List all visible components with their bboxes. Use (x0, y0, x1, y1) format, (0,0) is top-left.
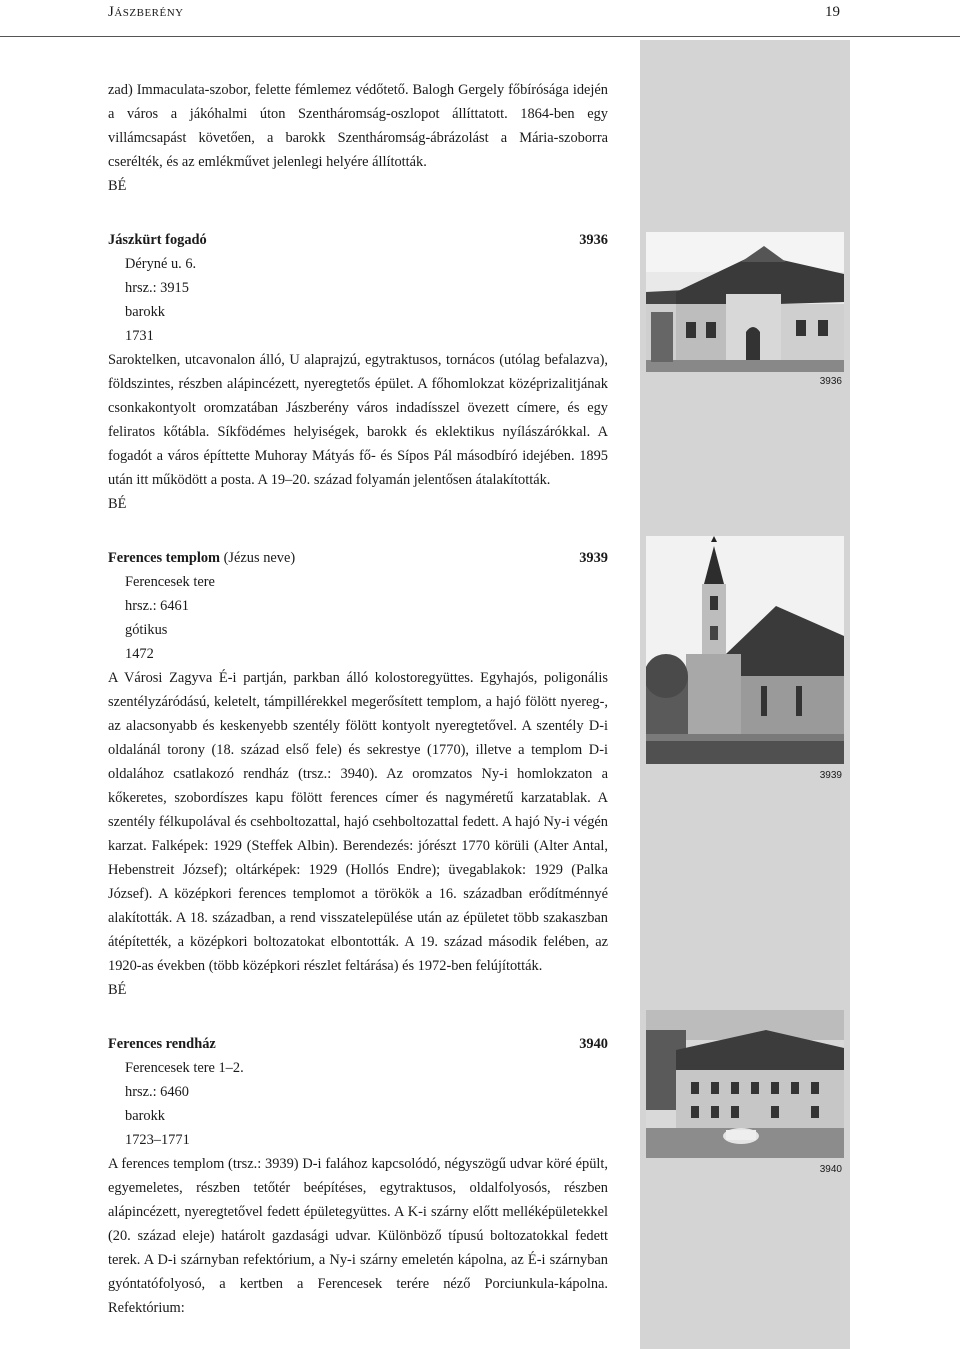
entry-3939 (108, 546, 608, 1002)
monastery-photo (646, 1010, 844, 1158)
photo-caption-3939: 3939 (819, 770, 842, 781)
entry-heading (108, 1032, 608, 1056)
entry-description: A ferences templom (trsz.: 3939) D-i falához kapcsolódó, négyszögű udvar köré épült, egyemeletes, részben tetőtér beépítéses, egytraktusos, oldalfolyosós, részben alápincézett, nyeregtetővel fedett épületegyüttes. A K-i szárny előtt melléképületekkel (20. század eleje) határolt gazdasági udvar. Különböző típusú boltozatokkal fedett terek. A D-i szárnyban refektórium, a Ny-i szárny emeletén kápolna, az É-i szárnyban gyóntatófolyosó, a kertben a Ferencesek terére néző Porciunkula-kápolna. Refektórium: (108, 1156, 608, 1316)
entry-heading (108, 228, 608, 252)
header-rule (0, 36, 960, 37)
intro-paragraph: zad) Immaculata-szobor, felette fémlemez védőtető. Balogh Gergely főbírósága idején a város a jákóhalmi úton Szentháromság-oszlopot állíttatott. 1864-ben egy villámcsapást követően, a barokk Szentháromság-ábrázolást a Mária-szoborra cserélték, és az emlékművet jelenlegi helyére állították. (108, 82, 608, 170)
entry-title: Jászkürt fogadó (108, 232, 207, 248)
entry-style: gótikus (125, 622, 168, 638)
photo-caption-3940: 3940 (819, 1164, 842, 1175)
entry-hrsz: hrsz.: 6460 (125, 1084, 189, 1100)
entry-address: Ferencesek tere 1–2. (125, 1060, 244, 1076)
entry-author: BÉ (108, 982, 127, 998)
page-header (108, 0, 840, 40)
entry-number: 3940 (579, 1036, 608, 1052)
entry-hrsz: hrsz.: 6461 (125, 598, 189, 614)
entry-hrsz: hrsz.: 3915 (125, 280, 189, 296)
entry-author: BÉ (108, 496, 127, 512)
entry-number: 3939 (579, 550, 608, 566)
page-number: 19 (825, 4, 840, 20)
entry-3936 (108, 228, 608, 516)
entry-meta (108, 252, 608, 348)
entry-number: 3936 (579, 232, 608, 248)
entry-style: barokk (125, 304, 165, 320)
entry-subtitle: (Jézus neve) (220, 550, 296, 566)
entry-style: barokk (125, 1108, 165, 1124)
entry-address: Ferencesek tere (125, 574, 215, 590)
entry-description: Saroktelken, utcavonalon álló, U alaprajzú, egytraktusos, tornácos (utólag befalazva), földszintes, részben alápincézett, nyeregtetős épület. A főhomlokzat középrizalitjának csonkakontyolt oromzatában Jászberény város indadísszel övezett címere, és egy feliratos kőtábla. Síkfödémes helyiségek, barokk és eklektikus nyílászárókkal. A fogadót a város építtette Muhoray Mátyás fő- és Sípos Pál másodbíró idejében. 1895 után itt működött a posta. A 19–20. század folyamán jelentősen átalakították. (108, 352, 608, 488)
entry-title: Ferences templom (108, 550, 221, 566)
entry-date: 1723–1771 (125, 1132, 190, 1148)
entry-heading (108, 546, 608, 570)
running-title: Jászberény (108, 4, 184, 20)
intro-author: BÉ (108, 178, 127, 194)
main-text (108, 78, 608, 1320)
entry-date: 1731 (125, 328, 154, 344)
church-photo (646, 536, 844, 764)
entry-date: 1472 (125, 646, 154, 662)
entry-meta (108, 1056, 608, 1152)
entry-title: Ferences rendház (108, 1036, 216, 1052)
entry-meta (108, 570, 608, 666)
photo-caption-3936: 3936 (819, 376, 842, 387)
entry-address: Déryné u. 6. (125, 256, 197, 272)
entry-description: A Városi Zagyva É-i partján, parkban álló kolostoregyüttes. Egyhajós, poligonális szentélyzáródású, keletelt, támpillérekkel megerősített templom, a hajó fölött nyereg-, az alacsonyabb és keskenyebb szentély fölött kontyolt nyeregtetővel. A szentély D-i oldalánál torony (18. század első fele) és sekrestye (1770), illetve a templom D-i oldalához csatlakozó rendház (trsz.: 3940). Az oromzatos Ny-i homlokzaton a kőkeretes, szobordíszes kapu fölött ferences címer és nagyméretű karzatablak. A szentély félkupolával és csehboltozattal, hajó csehboltozattal fedett. A hajó Ny-i végén karzat. Falképek: 1929 (Steffek Albin). Berendezés: jórészt 1770 körüli (Alter Antal, Hebenstreit József); oltárképek: 1929 (Hollós Endre); üvegablakok: 1929 (Palka József). A középkori ferences templomot a törökök a 16. században erődítménnyé alakították. A 18. században, a rend visszatelepülése után az épületet több szakaszban átépítették, a középkori boltozatokat elbontották. A 19. század második felében, az 1920-as években (több középkori részlet feltárása) és 1972-ben felújították. (108, 670, 608, 974)
entry-3940 (108, 1032, 608, 1320)
inn-building-photo (646, 232, 844, 372)
